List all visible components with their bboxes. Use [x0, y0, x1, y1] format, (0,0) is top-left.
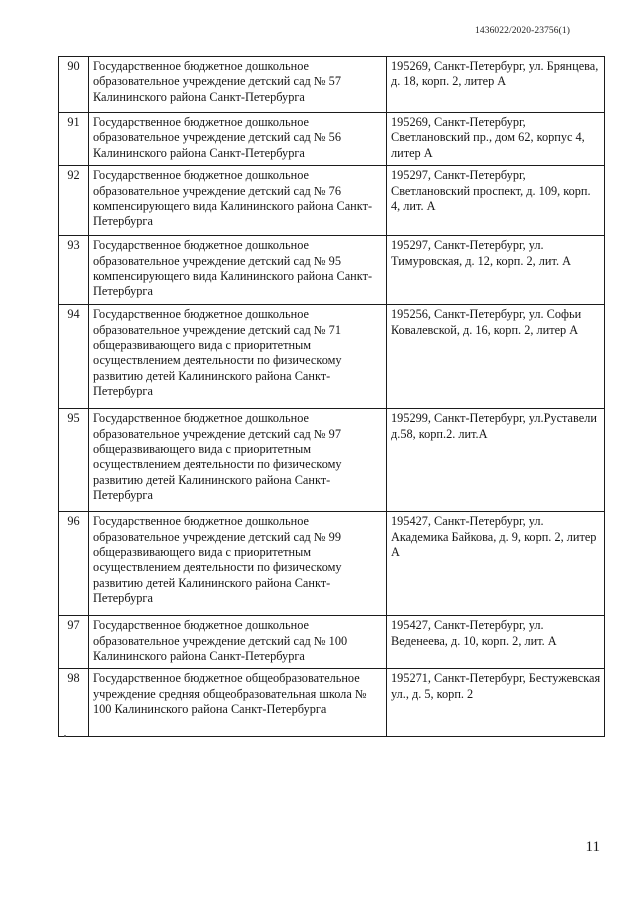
row-number: 98 [59, 669, 89, 737]
institution-address: 195297, Санкт-Петербург, Светлановский проспект, д. 109, корп. 4, лит. А [387, 166, 605, 236]
row-number: 96 [59, 512, 89, 616]
institution-name: Государственное бюджетное общеобразовательное учреждение средняя общеобразовательная школа № 100 Калининского района Санкт-Петербурга [89, 669, 387, 737]
institution-address: 195299, Санкт-Петербург, ул.Руставели д.58, корп.2. лит.А [387, 409, 605, 512]
row-number: 93 [59, 236, 89, 305]
table-row [59, 113, 605, 166]
row-number: 97 [59, 616, 89, 669]
institution-name: Государственное бюджетное дошкольное образовательное учреждение детский сад № 76 компенсирующего вида Калининского района Санкт-Петербурга [89, 166, 387, 236]
row-number: 91 [59, 113, 89, 166]
institution-name: Государственное бюджетное дошкольное образовательное учреждение детский сад № 57 Калининского района Санкт-Петербурга [89, 57, 387, 113]
institution-address: 195427, Санкт-Петербург, ул. Веденеева, д. 10, корп. 2, лит. А [387, 616, 605, 669]
institutions-table [58, 56, 605, 737]
table-row [59, 166, 605, 236]
institution-name: Государственное бюджетное дошкольное образовательное учреждение детский сад № 100 Калининского района Санкт-Петербурга [89, 616, 387, 669]
institution-name: Государственное бюджетное дошкольное образовательное учреждение детский сад № 71 общеразвивающего вида с приоритетным осуществлением деятельности по физическому развитию детей Калининского района Санкт-Петербурга [89, 305, 387, 409]
table-row [59, 57, 605, 113]
institution-name: Государственное бюджетное дошкольное образовательное учреждение детский сад № 95 компенсирующего вида Калининского района Санкт-Петербурга [89, 236, 387, 305]
institution-name: Государственное бюджетное дошкольное образовательное учреждение детский сад № 99 общеразвивающего вида с приоритетным осуществлением деятельности по физическому развитию детей Калининского района Санкт-Петербурга [89, 512, 387, 616]
table-row [59, 305, 605, 409]
row-number: 95 [59, 409, 89, 512]
institution-name: Государственное бюджетное дошкольное образовательное учреждение детский сад № 56 Калининского района Санкт-Петербурга [89, 113, 387, 166]
institution-address: 195297, Санкт-Петербург, ул. Тимуровская, д. 12, корп. 2, лит. А [387, 236, 605, 305]
institution-address: 195271, Санкт-Петербург, Бестужевская ул., д. 5, корп. 2 [387, 669, 605, 737]
institution-address: 195269, Санкт-Петербург, Светлановский пр., дом 62, корпус 4, литер А [387, 113, 605, 166]
institution-address: 195256, Санкт-Петербург, ул. Софьи Ковалевской, д. 16, корп. 2, литер А [387, 305, 605, 409]
document-id: 1436022/2020-23756(1) [475, 26, 570, 36]
table-row [59, 409, 605, 512]
table-row [59, 236, 605, 305]
row-number: 90 [59, 57, 89, 113]
table-row [59, 512, 605, 616]
institution-name: Государственное бюджетное дошкольное образовательное учреждение детский сад № 97 общеразвивающего вида с приоритетным осуществлением деятельности по физическому развитию детей Калининского района Санкт-Петербурга [89, 409, 387, 512]
table-row [59, 616, 605, 669]
scan-speck [64, 735, 66, 737]
institution-address: 195427, Санкт-Петербург, ул. Академика Байкова, д. 9, корп. 2, литер А [387, 512, 605, 616]
row-number: 94 [59, 305, 89, 409]
institution-address: 195269, Санкт-Петербург, ул. Брянцева, д. 18, корп. 2, литер А [387, 57, 605, 113]
table-row [59, 669, 605, 737]
row-number: 92 [59, 166, 89, 236]
page-number: 11 [585, 839, 600, 855]
